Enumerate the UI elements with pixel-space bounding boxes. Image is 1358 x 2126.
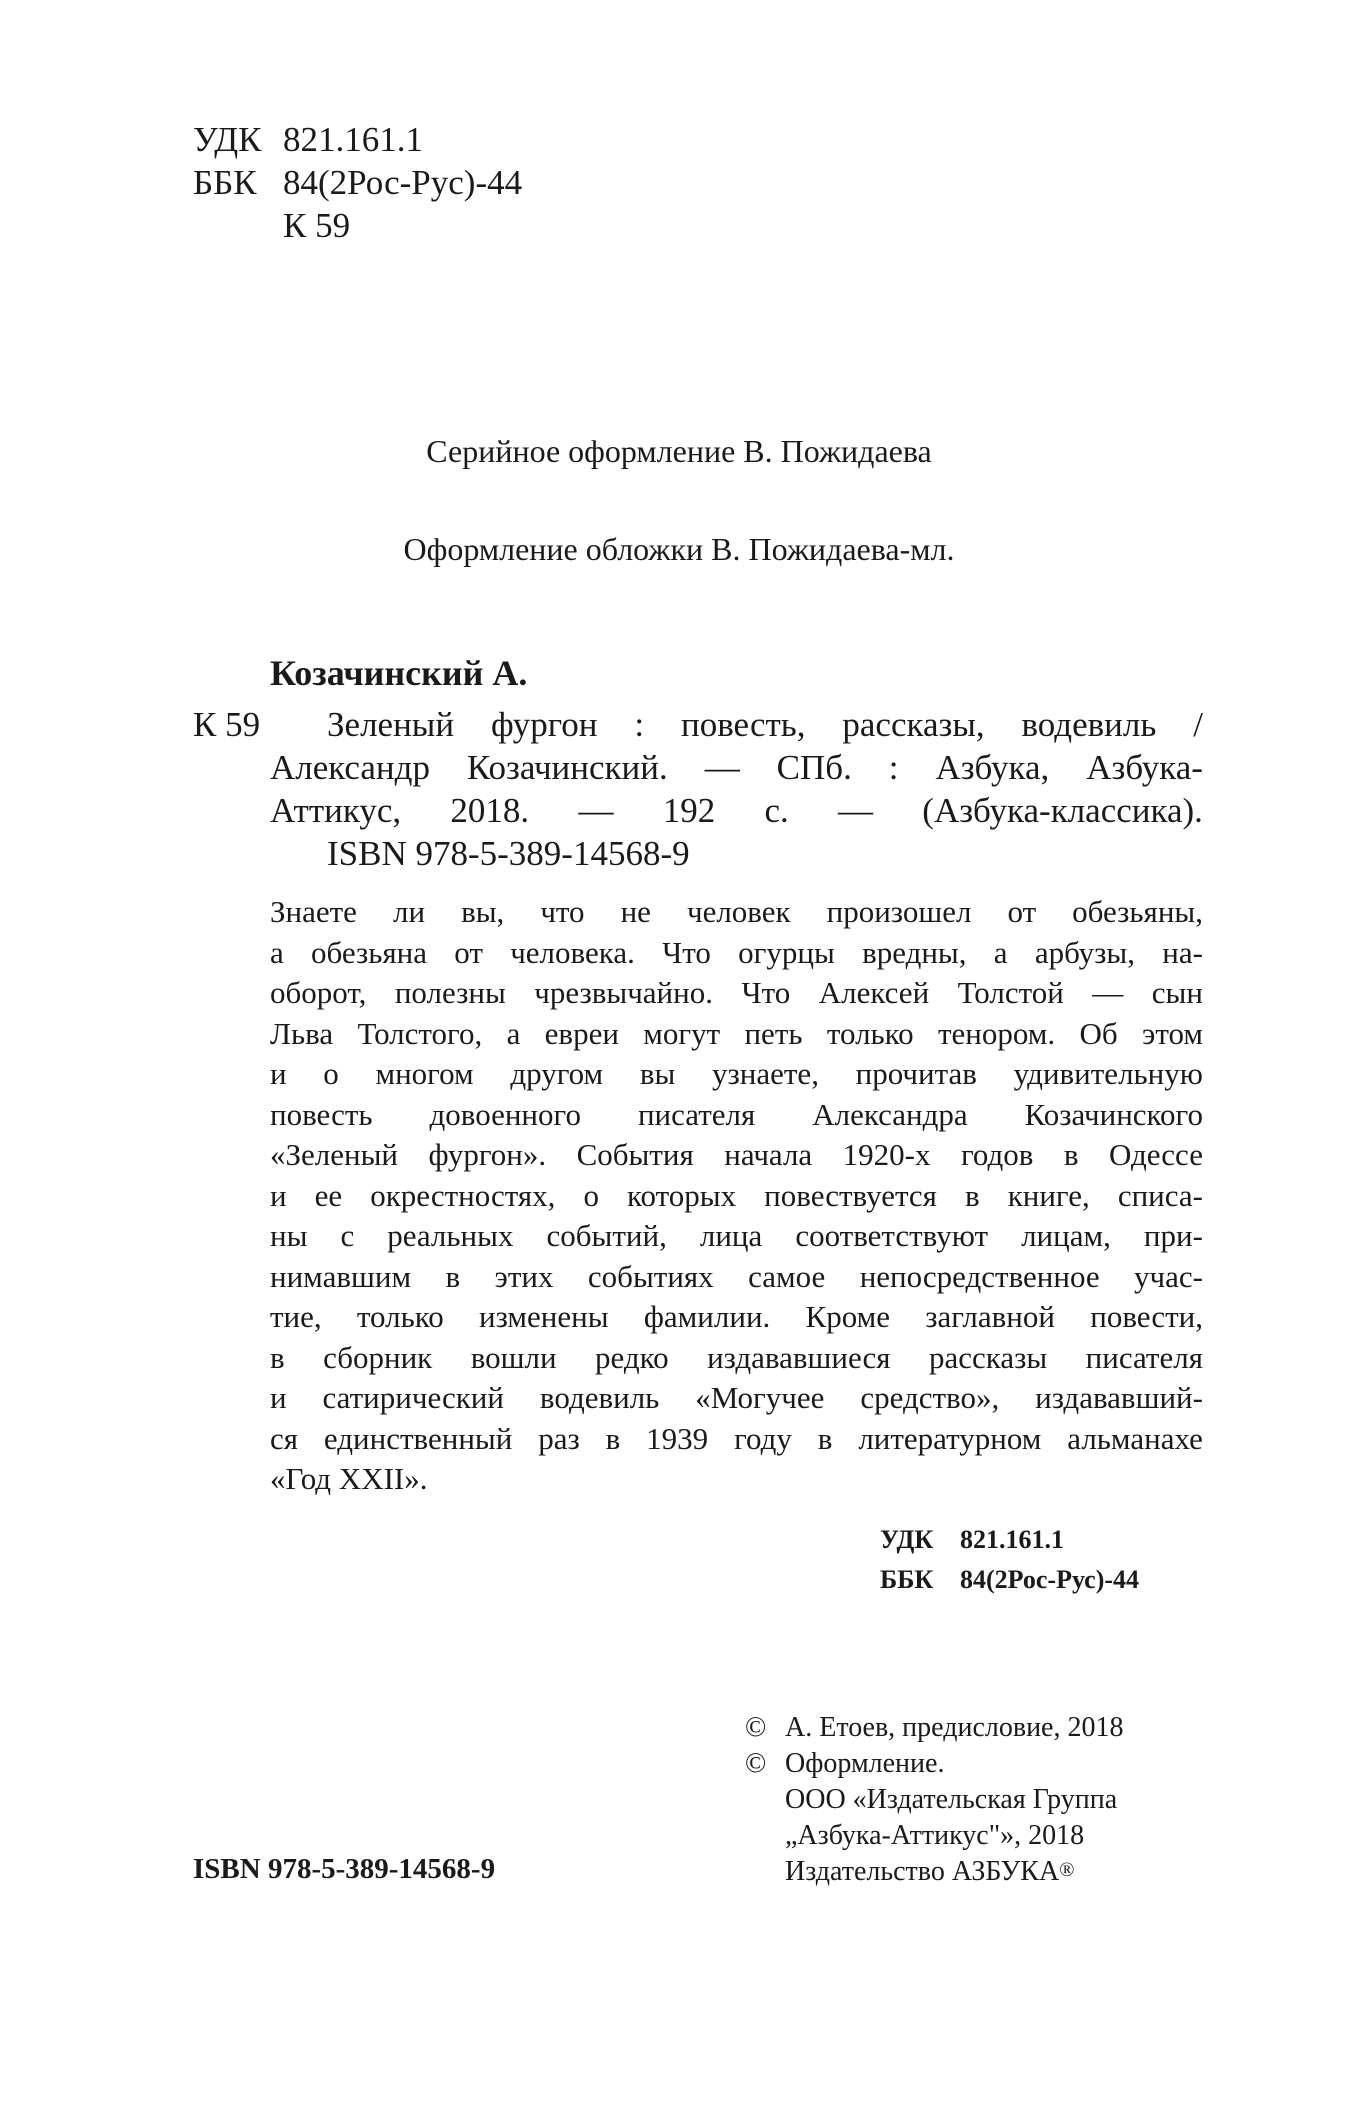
catalog-word: : bbox=[888, 748, 899, 787]
annotation-word: этих bbox=[494, 1258, 554, 1294]
annotation-word: человека. bbox=[510, 934, 635, 970]
annotation-word: в bbox=[605, 1420, 621, 1456]
annotation-word: другом bbox=[510, 1056, 604, 1091]
annotation-word: произошел bbox=[826, 894, 972, 929]
annotation-word: человек bbox=[686, 894, 791, 929]
annotation-word: вошли bbox=[470, 1339, 557, 1375]
annotation-word: и bbox=[270, 1056, 287, 1091]
annotation-word: обезьяны, bbox=[1072, 894, 1203, 929]
annotation-word: начала bbox=[724, 1137, 813, 1172]
annotation-word: ся bbox=[270, 1420, 299, 1456]
copyright-symbol: © bbox=[745, 1712, 767, 1743]
annotation-word: 1920-х bbox=[842, 1137, 931, 1172]
annotation-line bbox=[270, 1176, 1203, 1217]
catalog-word: / bbox=[1193, 705, 1203, 744]
annotation-word: а bbox=[993, 934, 1008, 970]
annotation-word: Толстой bbox=[957, 975, 1064, 1010]
annotation-word: вы, bbox=[461, 894, 505, 929]
annotation-word: лица bbox=[699, 1218, 763, 1253]
catalog-author-mark: К 59 bbox=[193, 705, 261, 744]
annotation-word: Одессе bbox=[1109, 1137, 1203, 1172]
catalog-word: Зеленый bbox=[327, 705, 455, 744]
cover-design-credit: Оформление обложки В. Пожидаева-мл. bbox=[403, 531, 955, 567]
annotation-word: в bbox=[1063, 1137, 1079, 1172]
udk-label: УДК bbox=[193, 120, 262, 159]
annotation-word: огурцы bbox=[738, 934, 835, 970]
bbk-label: ББК bbox=[193, 163, 257, 202]
annotation-word: и bbox=[270, 1380, 287, 1415]
annotation-word: нимавшим bbox=[270, 1258, 412, 1294]
catalog-isbn: ISBN 978-5-389-14568-9 bbox=[327, 834, 690, 873]
annotation-word: тие, bbox=[270, 1299, 322, 1334]
annotation-word: Алексей bbox=[818, 975, 930, 1010]
copyright-block bbox=[745, 1710, 1124, 1890]
annotation-word: многом bbox=[375, 1056, 474, 1091]
annotation-word: в bbox=[445, 1258, 461, 1294]
annotation-word: а bbox=[506, 1015, 521, 1051]
annotation-word: «Год XXII». bbox=[270, 1461, 428, 1496]
annotation-line bbox=[270, 1135, 1203, 1176]
catalog-word: 192 bbox=[662, 791, 716, 830]
annotation-word: а bbox=[270, 934, 284, 970]
annotation-word: с bbox=[340, 1218, 355, 1253]
catalog-line bbox=[327, 703, 1203, 746]
annotation-word: Что bbox=[741, 975, 791, 1010]
annotation-word: вы bbox=[639, 1056, 676, 1091]
annotation-word: События bbox=[576, 1137, 694, 1172]
annotation-word: реальных bbox=[387, 1218, 514, 1253]
annotation-word: сатирический bbox=[322, 1380, 504, 1415]
annotation-word: Знаете bbox=[270, 894, 357, 929]
annotation-word: году bbox=[734, 1420, 792, 1456]
annotation-line bbox=[270, 1459, 1203, 1500]
annotation-word: Что bbox=[662, 934, 711, 970]
annotation-word: этом bbox=[1142, 1015, 1203, 1051]
annotation-word: Козачинского bbox=[1024, 1096, 1203, 1132]
series-design-credit: Серийное оформление В. Пожидаева bbox=[426, 433, 932, 469]
annotation-word: водевиль bbox=[539, 1380, 660, 1415]
catalog-word: Козачинский. bbox=[466, 748, 668, 787]
annotation-word: издававшиеся bbox=[707, 1339, 891, 1375]
udk-value-bottom: 821.161.1 bbox=[960, 1525, 1064, 1554]
annotation-line bbox=[270, 1216, 1203, 1257]
annotation-word: только bbox=[826, 1015, 914, 1051]
annotation-word: — bbox=[1092, 975, 1124, 1010]
annotation-word: на- bbox=[1162, 934, 1203, 970]
catalog-word: Аттикус, bbox=[270, 791, 402, 830]
annotation-word: узнаете, bbox=[712, 1056, 819, 1091]
bbk-value-bottom: 84(2Рос-Рус)-44 bbox=[960, 1565, 1140, 1594]
catalog-line bbox=[270, 746, 1203, 789]
catalog-line bbox=[270, 789, 1203, 832]
annotation-word: ли bbox=[392, 894, 426, 929]
annotation-word: рассказы bbox=[929, 1339, 1048, 1375]
annotation-word: евреи bbox=[544, 1015, 619, 1051]
annotation-word: единственный bbox=[323, 1420, 513, 1456]
annotation-word: удивительную bbox=[1013, 1056, 1203, 1091]
classification-block bbox=[193, 118, 522, 247]
annotation-line bbox=[270, 973, 1203, 1014]
catalog-word: — bbox=[838, 791, 874, 830]
annotation-word: средство», bbox=[860, 1380, 1000, 1415]
annotation-word: о bbox=[323, 1056, 339, 1091]
annotation-word: редко bbox=[595, 1339, 669, 1375]
annotation-line bbox=[270, 1095, 1203, 1136]
annotation-word: раз bbox=[538, 1420, 580, 1456]
annotation-word: петь bbox=[744, 1015, 803, 1051]
annotation-word: непосредственное bbox=[859, 1258, 1100, 1294]
annotation-word: Александра bbox=[812, 1096, 968, 1132]
copyright-line: „Азбука-Аттикус"», 2018 bbox=[785, 1820, 1085, 1851]
catalog-word: водевиль bbox=[1021, 705, 1157, 744]
annotation-line bbox=[270, 892, 1203, 933]
annotation-word: 1939 bbox=[646, 1420, 709, 1456]
annotation-line bbox=[270, 1257, 1203, 1298]
annotation-word: заглавной bbox=[925, 1299, 1055, 1334]
author-mark: К 59 bbox=[283, 206, 351, 245]
annotation-word: книге, bbox=[1007, 1177, 1090, 1213]
annotation-word: в bbox=[270, 1339, 285, 1375]
catalog-word: (Азбука-классика). bbox=[922, 791, 1203, 830]
catalog-word: фургон bbox=[490, 705, 598, 744]
annotation-line bbox=[270, 1297, 1203, 1338]
annotation-word: писателя bbox=[1085, 1339, 1203, 1375]
annotation-word: Кроме bbox=[805, 1299, 891, 1334]
bbk-value: 84(2Рос-Рус)-44 bbox=[283, 163, 523, 202]
annotation-word: соответствуют bbox=[795, 1218, 989, 1253]
annotation-line bbox=[270, 933, 1203, 974]
annotation-word: Льва bbox=[270, 1015, 334, 1051]
annotation-word: годов bbox=[960, 1137, 1034, 1172]
annotation-word: повесть bbox=[270, 1096, 373, 1132]
annotation-line bbox=[270, 1054, 1203, 1095]
annotation-word: о bbox=[583, 1177, 599, 1213]
catalog-entry bbox=[193, 703, 1203, 875]
annotation-word: оборот, bbox=[270, 975, 367, 1010]
annotation-word: сборник bbox=[323, 1339, 433, 1375]
annotation-word: обезьяна bbox=[311, 934, 428, 970]
annotation-word: при- bbox=[1143, 1218, 1203, 1253]
catalog-word: рассказы, bbox=[842, 705, 985, 744]
annotation-word: Об bbox=[1079, 1015, 1118, 1051]
annotation-word: изменены bbox=[479, 1299, 609, 1334]
annotation-word: прочитав bbox=[855, 1056, 977, 1091]
annotation-word: «Могучее bbox=[695, 1380, 825, 1415]
annotation-word: ны bbox=[270, 1218, 308, 1253]
catalog-word: 2018. bbox=[450, 791, 530, 830]
annotation-word: чрезвычайно. bbox=[534, 975, 713, 1010]
annotation-word: только bbox=[356, 1299, 444, 1334]
annotation-word: фамилии. bbox=[643, 1299, 771, 1334]
annotation-word: в bbox=[817, 1420, 833, 1456]
copyright-symbol: © bbox=[745, 1748, 767, 1779]
annotation-line bbox=[270, 1419, 1203, 1460]
copyright-line: ООО «Издательская Группа bbox=[785, 1784, 1118, 1815]
udk-value: 821.161.1 bbox=[283, 120, 423, 159]
copyright-line: Издательство АЗБУКА bbox=[785, 1856, 1060, 1887]
annotation-word: вредны, bbox=[862, 934, 967, 970]
annotation-word: Толстого, bbox=[357, 1015, 483, 1051]
udk-label-bottom: УДК bbox=[880, 1525, 934, 1554]
annotation-word: окрестностях, bbox=[370, 1177, 556, 1213]
isbn-bottom: ISBN 978-5-389-14568-9 bbox=[193, 1853, 496, 1885]
annotation-word: повествуется bbox=[764, 1177, 937, 1213]
catalog-word: — bbox=[704, 748, 740, 787]
annotation-word: событиях bbox=[587, 1258, 714, 1294]
annotation-word: тенором. bbox=[938, 1015, 1056, 1051]
annotation-word: писателя bbox=[637, 1096, 756, 1132]
copyright-line: Оформление. bbox=[785, 1748, 945, 1779]
annotation-word: повести, bbox=[1090, 1299, 1203, 1334]
catalog-word: повесть, bbox=[680, 705, 806, 744]
catalog-word: СПб. bbox=[776, 748, 852, 787]
annotation-word: и bbox=[270, 1177, 287, 1213]
annotation-word: событий, bbox=[546, 1218, 667, 1253]
classification-bottom bbox=[880, 1520, 1139, 1600]
annotation bbox=[270, 892, 1203, 1500]
annotation-word: арбузы, bbox=[1034, 934, 1135, 970]
bbk-label-bottom: ББК bbox=[880, 1565, 934, 1594]
catalog-word: Азбука- bbox=[1086, 748, 1203, 787]
annotation-word: довоенного bbox=[429, 1096, 581, 1132]
annotation-word: от bbox=[454, 934, 483, 970]
annotation-word: могут bbox=[643, 1015, 721, 1051]
annotation-word: «Зеленый bbox=[270, 1137, 399, 1172]
annotation-word: альманахе bbox=[1067, 1420, 1203, 1456]
annotation-word: фургон». bbox=[428, 1137, 547, 1172]
catalog-author-heading: Козачинский А. bbox=[270, 653, 528, 693]
catalog-word: Александр bbox=[270, 748, 430, 787]
annotation-word: в bbox=[964, 1177, 980, 1213]
annotation-word: от bbox=[1007, 894, 1037, 929]
catalog-word: Азбука, bbox=[935, 748, 1050, 787]
catalog-word: : bbox=[634, 705, 645, 744]
annotation-word: учас- bbox=[1134, 1258, 1203, 1294]
annotation-word: списа- bbox=[1117, 1177, 1203, 1213]
annotation-word: самое bbox=[748, 1258, 826, 1294]
annotation-word: которых bbox=[627, 1177, 737, 1213]
annotation-word: лицам, bbox=[1021, 1218, 1111, 1253]
annotation-word: литературном bbox=[858, 1420, 1042, 1456]
annotation-line bbox=[270, 1378, 1203, 1419]
registered-mark: ® bbox=[1059, 1859, 1075, 1881]
copyright-line: А. Етоев, предисловие, 2018 bbox=[785, 1712, 1124, 1743]
annotation-word: сын bbox=[1151, 975, 1203, 1010]
annotation-line bbox=[270, 1014, 1203, 1055]
annotation-word: что bbox=[540, 894, 585, 929]
catalog-word: — bbox=[578, 791, 614, 830]
annotation-word: издававший- bbox=[1035, 1380, 1203, 1415]
annotation-word: полезны bbox=[394, 975, 506, 1010]
annotation-line bbox=[270, 1338, 1203, 1379]
annotation-word: не bbox=[620, 894, 651, 929]
annotation-word: ее bbox=[314, 1177, 343, 1213]
catalog-word: с. bbox=[764, 791, 789, 830]
